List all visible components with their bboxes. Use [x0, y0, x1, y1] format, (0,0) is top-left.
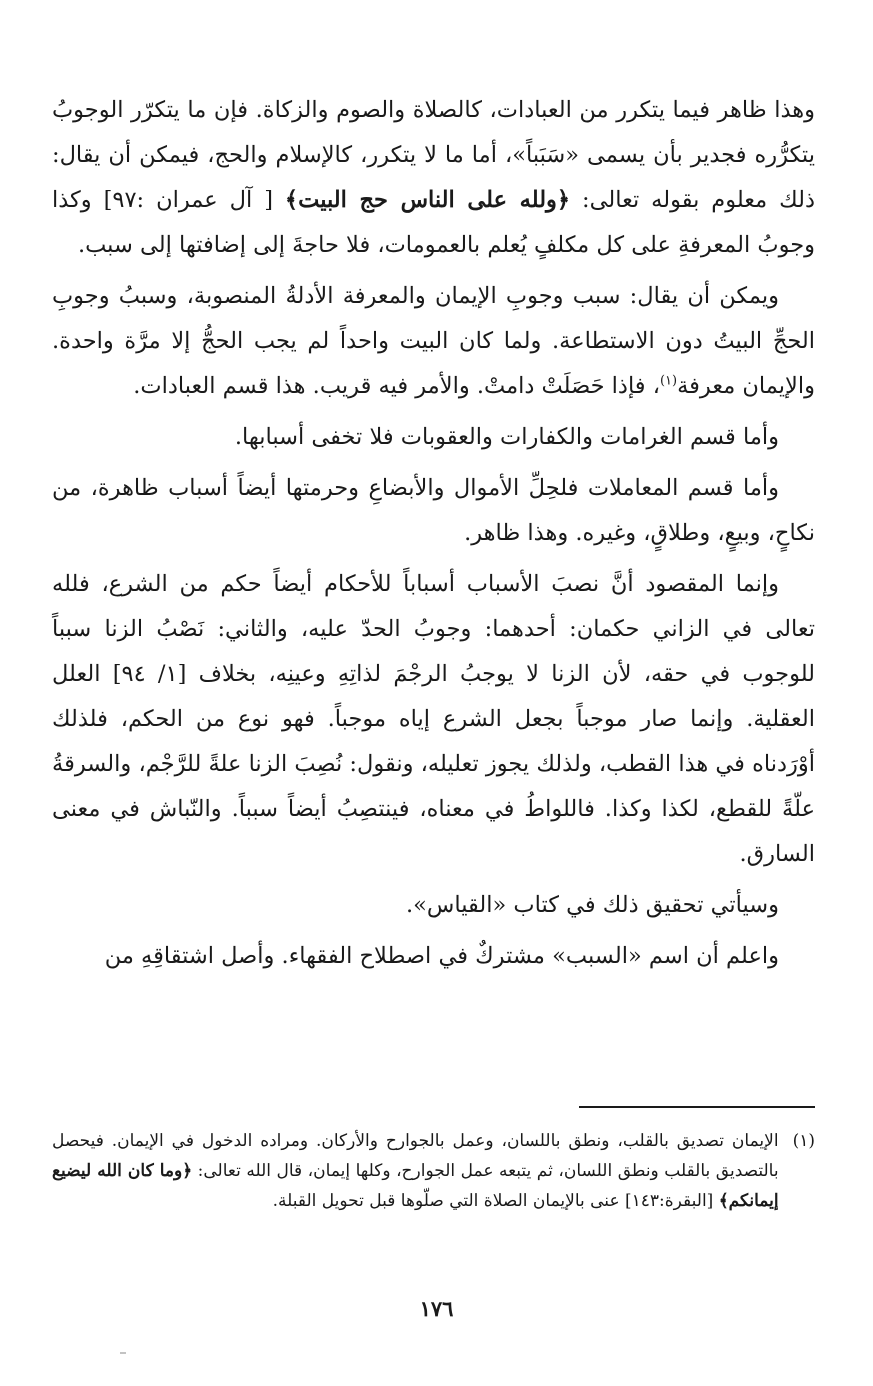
footnote-reference[interactable]: (١) [659, 373, 678, 389]
paragraph-2-text-a: ويمكن أن يقال: سبب وجوبِ الإيمان والمعرفة الأدلةُ المنصوبة، وسببُ وجوبِ الحجِّ البيتُ دون الاستطاعة. ولما كان البيت واحداً لم يجب الحجُّ إلا مرَّة واحدة. والإيمان معرفة [52, 283, 815, 399]
paragraph-3: وأما قسم الغرامات والكفارات والعقوبات فلا تخفى أسبابها. [234, 424, 779, 450]
scan-speck [120, 1352, 126, 1354]
paragraph-7: واعلم أن اسم «السبب» مشتركٌ في اصطلاح الفقهاء. وأصل اشتقاقِهِ من [104, 943, 779, 969]
quran-verse-quote: ﴿ولله على الناس حج البيت﴾ [284, 187, 571, 213]
footnote-separator-rule [579, 1106, 815, 1108]
footnotes-section [52, 1126, 815, 1216]
footnote-text-a: الإيمان تصديق بالقلب، ونطق باللسان، وعمل بالجوارح والأركان. ومراده الدخول في الإيمان. فيحصل بالتصديق بالقلب ونطق اللسان، ثم يتبعه عمل الجوارح، وكلها إيمان، قال الله تعالى: [52, 1131, 779, 1181]
footnote-number: (١) [792, 1131, 815, 1151]
paragraph-2-text-b: ، فإذا حَصَلَتْ دامتْ. والأمر فيه قريب. هذا قسم العبادات. [133, 373, 660, 399]
footnote-text [52, 1126, 779, 1216]
paragraph-1-text-a: وهذا ظاهر فيما يتكرر من العبادات، كالصلاة والصوم والزكاة. فإن ما يتكرّر الوجوبُ يتكرُّره فجدير بأن يسمى «سَبَباً»، أما ما لا يتكرر، كالإسلام والحج، فيمكن أن يقال: ذلك معلوم بقوله تعالى: [52, 97, 815, 213]
main-text-body [52, 88, 815, 985]
paragraph-1 [52, 88, 815, 268]
footnote-quran-verse: ﴿وما كان الله ليضيع إيمانكم﴾ [52, 1161, 779, 1211]
paragraph-5: وإنما المقصود أنَّ نصبَ الأسباب أسباباً للأحكام أيضاً حكم من الشرع، فلله تعالى في الزاني حكمان: أحدهما: وجوبُ الحدّ عليه، والثاني: نَصْبُ الزنا سبباً للوجوب في حقه، لأن الزنا لا يوجبُ الرجْمَ لذاتِهِ وعينِه، بخلاف [١/ ٩٤] العلل العقلية. وإنما صار موجباً بجعل الشرع إياه موجباً. فهو نوع من الحكم، فلذلك أوْرَدناه في هذا القطب، ولذلك يجوز تعليله، ونقول: نُصِبَ الزنا علةً للرَّجْم، والسرقةُ علّةً للقطع، لكذا وكذا. فاللواطُ في معناه، فينتصِبُ أيضاً سبباً. والنّباش في معنى السارق. [52, 571, 815, 867]
paragraph-4: وأما قسم المعاملات فلحِلِّ الأموال والأبضاعِ وحرمتها أيضاً أسباب ظاهرة، من نكاحٍ، وبيعٍ، وطلاقٍ، وغيره. وهذا ظاهر. [52, 475, 815, 546]
page-number: ١٧٦ [419, 1296, 454, 1321]
paragraph-2 [52, 274, 815, 409]
paragraph-1-text-b: [ آل عمران :٩٧] وكذا وجوبُ المعرفةِ على كل مكلفٍ يُعلم بالعمومات، فلا حاجةَ إلى إضافتها إلى سبب. [52, 187, 815, 258]
footnote-text-b: [البقرة:١٤٣] عنى بالإيمان الصلاة التي صلّوها قبل تحويل القبلة. [272, 1191, 719, 1211]
paragraph-6: وسيأتي تحقيق ذلك في كتاب «القياس». [405, 892, 779, 918]
footnote-item [52, 1126, 815, 1216]
